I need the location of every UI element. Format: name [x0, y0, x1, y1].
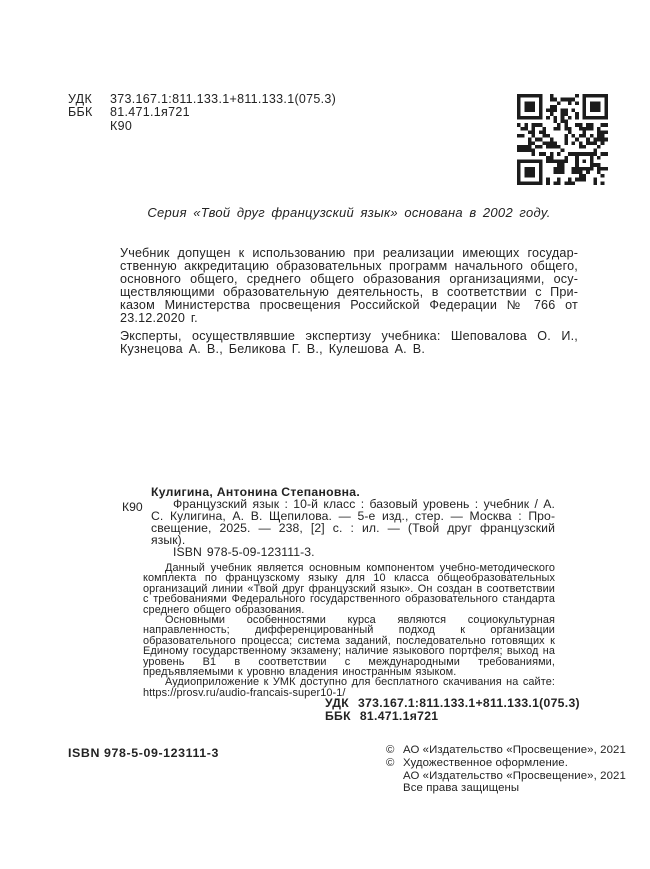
catalog-description: Французский язык : 10-й класс : базовый уровень : учебник / А. С. Кулигина, А. В. Щепилова. — 5-е изд., стер. — Москва : Просвещение, 2025. — 238, [2] с. : ил. — (Твой друг французский язык). — [151, 497, 555, 547]
catalog-card — [151, 499, 555, 559]
footer-isbn: ISBN 978-5-09-123111-3 — [68, 746, 219, 760]
copyright-line: © АО «Издательство «Просвещение», 2021 — [386, 744, 626, 756]
bbk-row — [68, 106, 336, 119]
udk-value-bottom: 373.167.1:811.133.1+811.133.1(075.3) — [357, 696, 580, 710]
bbk-value: 81.471.1я721 — [110, 105, 190, 120]
experts-paragraph: Эксперты, осуществлявшие экспертизу учебника: Шеповалова О. И., Кузнецова А. В., Беликова Г. В., Кулешова А. В. — [120, 329, 578, 356]
bottom-classification-codes — [325, 697, 580, 723]
admission-paragraph: Учебник допущен к использованию при реализации имеющих государственную аккредитацию образовательных программ начального общего, основного общего, среднего общего образования организациями, осуществляющими образовательную деятельность, в соответствии с Приказом Министерства просвещения Российской Федерации № 766 от 23.12.2020 г. — [120, 246, 578, 325]
bbk-label-bottom: ББК — [325, 709, 351, 723]
copyright-symbol: © — [386, 744, 395, 756]
annotation-paragraph-2: Основными особенностями курса являются социокультурная направленность; дифференцированный подход к организации образовательного процесса; система заданий, последовательно готовящих к Единому государственному экзамену; наличие языкового портфеля; выход на уровень B1 в соответствии с международными требованиями, предъявляемыми к уровню владения иностранным языком. — [143, 614, 555, 679]
udk-value: 373.167.1:811.133.1+811.133.1(075.3) — [110, 92, 337, 106]
udk-label: УДК — [68, 92, 93, 106]
copyright-line: Все права защищены — [403, 782, 520, 795]
annotation-paragraph-3: Аудиоприложение к УМК доступно для бесплатного скачивания на сайте: https://prosv.ru/audio-francais-super10-1/ — [143, 676, 555, 699]
author-sign: К90 — [110, 118, 133, 133]
bbk-value-bottom: 81.471.1я721 — [359, 709, 439, 723]
copyright-line: АО «Издательство «Просвещение», 2021 — [403, 769, 626, 782]
bbk-label: ББК — [68, 105, 93, 120]
author-sign-row — [68, 120, 336, 133]
series-note: Серия «Твой друг французский язык» основана в 2002 году. — [147, 205, 551, 220]
top-classification-codes — [68, 93, 336, 133]
annotation-block — [143, 563, 555, 698]
copyright-block — [386, 744, 626, 795]
catalog-author-heading: Кулигина, Антонина Степановна. — [151, 485, 361, 499]
udk-label-bottom: УДК — [325, 696, 349, 710]
catalog-author-sign: К90 — [122, 500, 143, 514]
annotation-paragraph-1: Данный учебник является основным компонентом учебно-методического комплекта по французскому языку для 10 класса общеобразовательных организаций линии «Твой друг французский язык». Он создан в соответствии с требованиями Федерального государственного образовательного стандарта среднего общего образования. — [143, 562, 555, 616]
bbk-row-bottom — [325, 710, 580, 723]
qr-code-icon — [517, 94, 608, 185]
copyright-line: © Художественное оформление. — [386, 756, 568, 769]
catalog-isbn-line: ISBN 978-5-09-123111-3. — [173, 544, 315, 559]
udk-row — [68, 93, 336, 106]
copyright-symbol: © — [386, 756, 395, 769]
